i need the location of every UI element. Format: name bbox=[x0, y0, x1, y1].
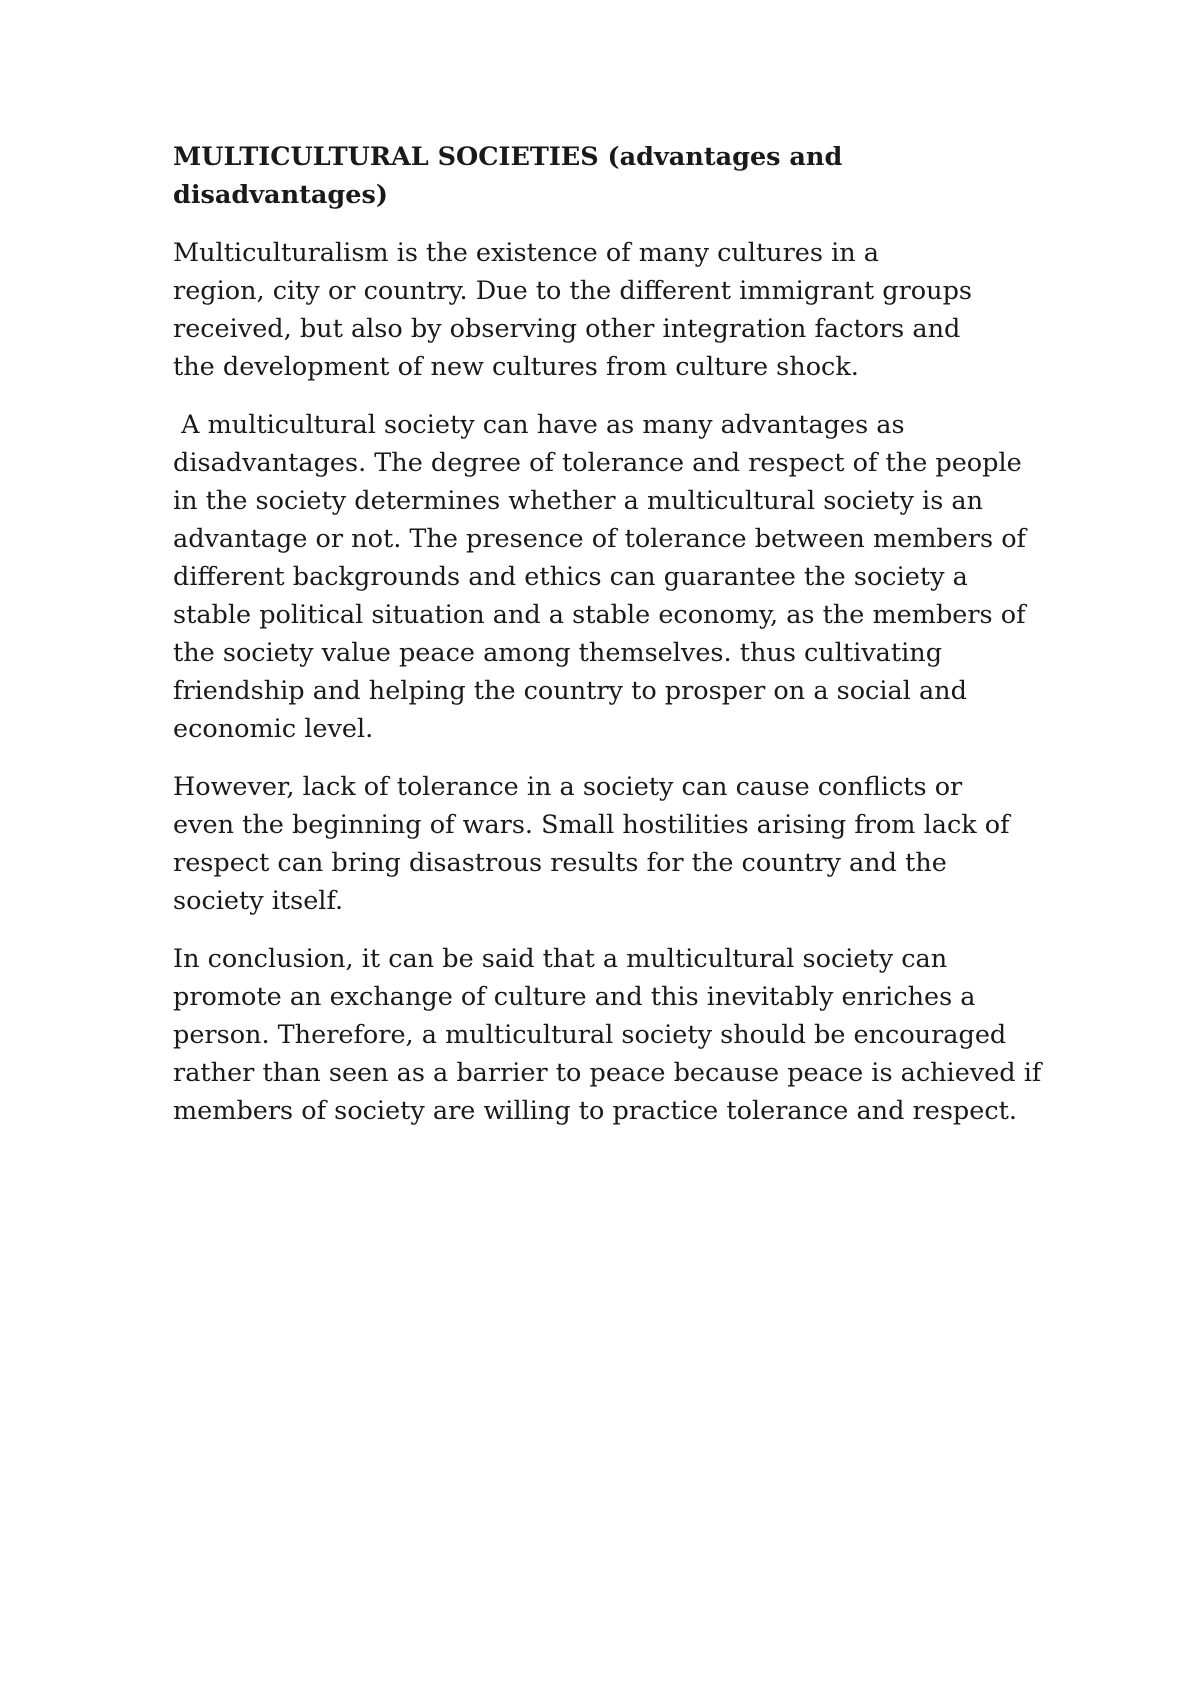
paragraph-disadvantages: However, lack of tolerance in a society can cause conflicts or even the beginning of wars. Small hostilities arising from lack of respect can bring disastrous results for the country and the society itself. bbox=[173, 772, 1010, 916]
paragraph-conclusion: In conclusion, it can be said that a multicultural society can promote an exchange of culture and this inevitably enriches a person. Therefore, a multicultural society should be encouraged rather than seen as a barrier to peace because peace is achieved if members of society are willing to practice tolerance and respect. bbox=[173, 944, 1042, 1126]
document-title: MULTICULTURAL SOCIETIES (advantages and disadvantages) bbox=[173, 142, 843, 210]
paragraph-advantages: A multicultural society can have as many advantages as disadvantages. The degree of tolerance and respect of the people in the society determines whether a multicultural society is an advantage or not. The presence of tolerance between members of different backgrounds and ethics can guarantee the society a stable political situation and a stable economy, as the members of the society value peace among themselves. thus cultivating friendship and helping the country to prosper on a social and economic level. bbox=[173, 410, 1035, 744]
paragraph-intro: Multiculturalism is the existence of many cultures in a region, city or country. Due to the different immigrant groups received, but also by observing other integration factors and the development of new cultures from culture shock. bbox=[173, 238, 972, 382]
document-body bbox=[173, 138, 1053, 1150]
